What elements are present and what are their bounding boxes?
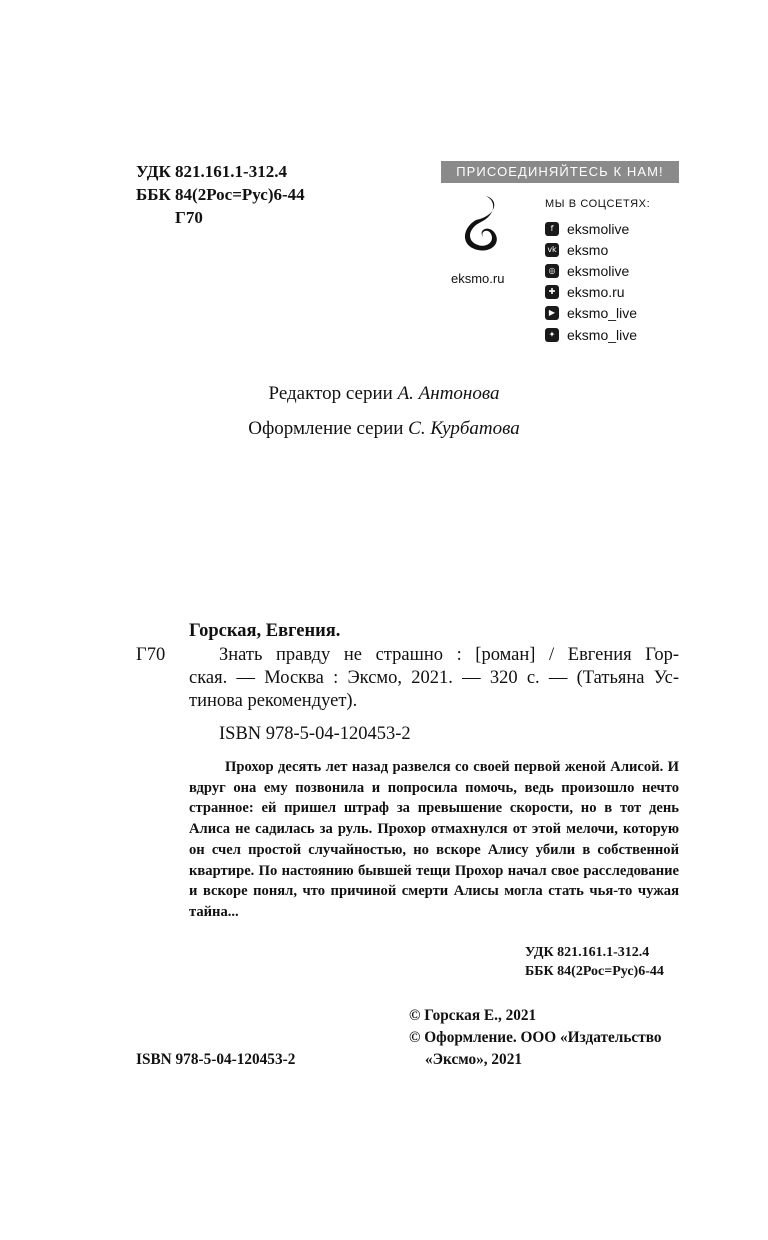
social-item-twitter[interactable] — [545, 324, 637, 345]
social-item-facebook[interactable] — [545, 218, 637, 239]
social-label: eksmo.ru — [567, 284, 625, 301]
twitter-icon: ✦ — [545, 328, 559, 342]
entry-mark: Г70 — [136, 645, 166, 665]
copyright-publisher: «Эксмо», 2021 — [425, 1051, 523, 1068]
instagram-icon: ◎ — [545, 264, 559, 278]
series-editor-line — [0, 383, 768, 405]
series-design-line — [0, 418, 768, 440]
annotation: Прохор десять лет назад развелся со своей первой женой Алисой. И вдруг она ему позвонила и попросила помочь, ведь произошло нечто странное: ей пришел штраф за превышение скорости, но в тот день Алиса не садилась за руль. Прохор отмахнулся от этой мелочи, которую он счел простой случайностью, но вскоре Алису убили в собственной квартире. По настоянию бывшей тещи Прохор начал свое расследование и вскоре понял, что причиной смерти Алисы могла стать чья-то чужая тайна... — [189, 759, 679, 920]
bottom-bbk: ББК 84(2Рос=Рус)6-44 — [525, 964, 664, 979]
author-mark: Г70 — [175, 208, 203, 227]
youtube-icon: ▶ — [545, 306, 559, 320]
series-editor-name: А. Антонова — [397, 383, 500, 404]
social-item-youtube[interactable] — [545, 303, 637, 324]
social-label: eksmo_live — [567, 326, 638, 343]
entry-line-1: Знать правду не страшно : [роман] / Евгения Гор- — [219, 645, 679, 665]
entry-author: Горская, Евгения. — [189, 621, 341, 641]
eksmo-logo-icon — [452, 190, 530, 260]
entry-line-2: ская. — Москва : Эксмо, 2021. — 320 с. — (Татьяна Ус- — [189, 668, 679, 688]
bbk-code: ББК 84(2Рос=Рус)6-44 — [136, 185, 305, 204]
vk-icon: vk — [545, 243, 559, 257]
footer-isbn: ISBN 978-5-04-120453-2 — [136, 1051, 296, 1068]
copyright-design: © Оформление. ООО «Издательство — [409, 1029, 662, 1046]
entry-isbn: ISBN 978-5-04-120453-2 — [219, 724, 411, 744]
social-label: eksmo — [567, 241, 609, 258]
series-editor-label: Редактор серии — [268, 383, 393, 404]
udk-code: УДК 821.161.1-312.4 — [136, 162, 287, 181]
join-us-banner: ПРИСОЕДИНЯЙТЕСЬ К НАМ! — [441, 161, 679, 183]
copyright-author: © Горская Е., 2021 — [409, 1007, 537, 1024]
social-item-instagram[interactable] — [545, 260, 637, 281]
social-list — [545, 218, 637, 345]
social-item-odnoklassniki[interactable] — [545, 282, 637, 303]
facebook-icon: f — [545, 222, 559, 236]
series-design-name: С. Курбатова — [408, 418, 520, 439]
social-item-vk[interactable] — [545, 239, 637, 260]
social-label: eksmolive — [567, 220, 630, 237]
odnoklassniki-icon: ✚ — [545, 285, 559, 299]
social-label: eksmo_live — [567, 305, 638, 322]
series-design-label: Оформление серии — [248, 418, 404, 439]
logo-caption: eksmo.ru — [451, 271, 505, 286]
entry-line-3: тинова рекомендует). — [189, 691, 358, 711]
social-heading: МЫ В СОЦСЕТЯХ: — [545, 198, 651, 210]
social-label: eksmolive — [567, 262, 630, 279]
bottom-udk: УДК 821.161.1-312.4 — [525, 945, 650, 960]
